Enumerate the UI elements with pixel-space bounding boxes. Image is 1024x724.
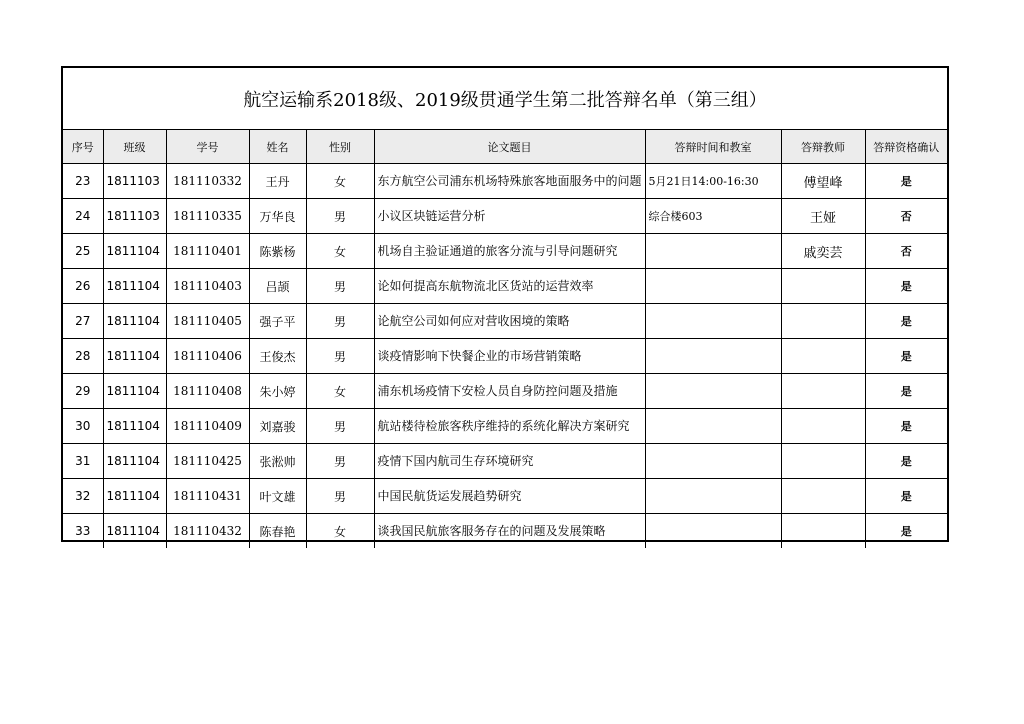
cell-no: 25 [63, 234, 103, 269]
table-row [63, 514, 947, 549]
cell-time-room [645, 514, 781, 549]
header-row [63, 130, 947, 164]
cell-qualified: 是 [865, 374, 947, 409]
cell-class: 1811104 [103, 304, 166, 339]
cell-teacher [781, 269, 865, 304]
table-row [63, 409, 947, 444]
cell-no: 31 [63, 444, 103, 479]
cell-qualified: 是 [865, 339, 947, 374]
table-row [63, 269, 947, 304]
cell-time-room [645, 374, 781, 409]
cell-qualified: 是 [865, 514, 947, 549]
table-row [63, 234, 947, 269]
table-row [63, 164, 947, 199]
cell-student-id: 181110409 [166, 409, 249, 444]
cell-no: 28 [63, 339, 103, 374]
cell-name: 王丹 [249, 164, 306, 199]
cell-time-room: 综合楼603 [645, 199, 781, 234]
cell-gender: 女 [306, 374, 374, 409]
cell-no: 27 [63, 304, 103, 339]
cell-qualified: 否 [865, 234, 947, 269]
cell-name: 叶文雄 [249, 479, 306, 514]
cell-teacher: 戚奕芸 [781, 234, 865, 269]
cell-topic: 疫情下国内航司生存环境研究 [374, 444, 645, 479]
cell-class: 1811104 [103, 269, 166, 304]
cell-name: 强子平 [249, 304, 306, 339]
table-row [63, 304, 947, 339]
cell-gender: 女 [306, 234, 374, 269]
header-time-room: 答辩时间和教室 [645, 130, 781, 164]
cell-topic: 航站楼待检旅客秩序维持的系统化解决方案研究 [374, 409, 645, 444]
cell-gender: 男 [306, 199, 374, 234]
cell-qualified: 否 [865, 199, 947, 234]
header-no: 序号 [63, 130, 103, 164]
cell-gender: 女 [306, 164, 374, 199]
cell-class: 1811104 [103, 374, 166, 409]
cell-gender: 男 [306, 339, 374, 374]
cell-student-id: 181110431 [166, 479, 249, 514]
cell-no: 32 [63, 479, 103, 514]
cell-student-id: 181110401 [166, 234, 249, 269]
header-name: 姓名 [249, 130, 306, 164]
cell-qualified: 是 [865, 444, 947, 479]
header-student-id: 学号 [166, 130, 249, 164]
cell-gender: 男 [306, 479, 374, 514]
cell-student-id: 181110332 [166, 164, 249, 199]
cell-name: 王俊杰 [249, 339, 306, 374]
cell-topic: 谈疫情影响下快餐企业的市场营销策略 [374, 339, 645, 374]
cell-class: 1811104 [103, 339, 166, 374]
cell-topic: 中国民航货运发展趋势研究 [374, 479, 645, 514]
cell-teacher [781, 304, 865, 339]
cell-time-room [645, 234, 781, 269]
cell-class: 1811104 [103, 479, 166, 514]
cell-name: 吕颉 [249, 269, 306, 304]
cell-name: 万华良 [249, 199, 306, 234]
cell-student-id: 181110405 [166, 304, 249, 339]
cell-gender: 女 [306, 514, 374, 549]
cell-student-id: 181110432 [166, 514, 249, 549]
cell-class: 1811104 [103, 234, 166, 269]
cell-time-room [645, 479, 781, 514]
cell-teacher [781, 339, 865, 374]
cell-teacher [781, 374, 865, 409]
cell-time-room: 5月21日14:00-16:30 [645, 164, 781, 199]
header-teacher: 答辩教师 [781, 130, 865, 164]
cell-time-room [645, 269, 781, 304]
cell-student-id: 181110335 [166, 199, 249, 234]
cell-time-room [645, 409, 781, 444]
cell-no: 33 [63, 514, 103, 549]
cell-qualified: 是 [865, 479, 947, 514]
cell-teacher [781, 409, 865, 444]
header-class: 班级 [103, 130, 166, 164]
cell-topic: 机场自主验证通道的旅客分流与引导问题研究 [374, 234, 645, 269]
cell-teacher: 傅望峰 [781, 164, 865, 199]
cell-student-id: 181110425 [166, 444, 249, 479]
cell-no: 30 [63, 409, 103, 444]
cell-gender: 男 [306, 269, 374, 304]
cell-student-id: 181110406 [166, 339, 249, 374]
cell-class: 1811104 [103, 444, 166, 479]
cell-name: 陈紫杨 [249, 234, 306, 269]
cell-qualified: 是 [865, 164, 947, 199]
cell-qualified: 是 [865, 304, 947, 339]
cell-qualified: 是 [865, 409, 947, 444]
cell-time-room [645, 444, 781, 479]
table-row [63, 339, 947, 374]
cell-gender: 男 [306, 304, 374, 339]
cell-teacher [781, 514, 865, 549]
cell-name: 朱小婷 [249, 374, 306, 409]
cell-topic: 论航空公司如何应对营收困境的策略 [374, 304, 645, 339]
cell-no: 23 [63, 164, 103, 199]
cell-student-id: 181110408 [166, 374, 249, 409]
cell-time-room [645, 339, 781, 374]
cell-class: 1811103 [103, 164, 166, 199]
defense-list-sheet [61, 66, 949, 542]
cell-topic: 论如何提高东航物流北区货站的运营效率 [374, 269, 645, 304]
cell-gender: 男 [306, 409, 374, 444]
cell-class: 1811103 [103, 199, 166, 234]
cell-topic: 东方航空公司浦东机场特殊旅客地面服务中的问题 [374, 164, 645, 199]
cell-teacher: 王娅 [781, 199, 865, 234]
cell-time-room [645, 304, 781, 339]
cell-qualified: 是 [865, 269, 947, 304]
cell-no: 29 [63, 374, 103, 409]
cell-no: 26 [63, 269, 103, 304]
header-gender: 性别 [306, 130, 374, 164]
table-row [63, 374, 947, 409]
cell-topic: 小议区块链运营分析 [374, 199, 645, 234]
table-row [63, 444, 947, 479]
defense-table [63, 130, 947, 548]
cell-topic: 谈我国民航旅客服务存在的问题及发展策略 [374, 514, 645, 549]
header-topic: 论文题目 [374, 130, 645, 164]
table-row [63, 199, 947, 234]
sheet-title: 航空运输系2018级、2019级贯通学生第二批答辩名单（第三组） [63, 68, 947, 130]
cell-teacher [781, 444, 865, 479]
cell-no: 24 [63, 199, 103, 234]
cell-class: 1811104 [103, 409, 166, 444]
cell-class: 1811104 [103, 514, 166, 549]
cell-teacher [781, 479, 865, 514]
cell-name: 张淞帅 [249, 444, 306, 479]
table-row [63, 479, 947, 514]
cell-gender: 男 [306, 444, 374, 479]
cell-name: 陈春艳 [249, 514, 306, 549]
cell-student-id: 181110403 [166, 269, 249, 304]
cell-topic: 浦东机场疫情下安检人员自身防控问题及措施 [374, 374, 645, 409]
header-qualified: 答辩资格确认 [865, 130, 947, 164]
cell-name: 刘嘉骏 [249, 409, 306, 444]
